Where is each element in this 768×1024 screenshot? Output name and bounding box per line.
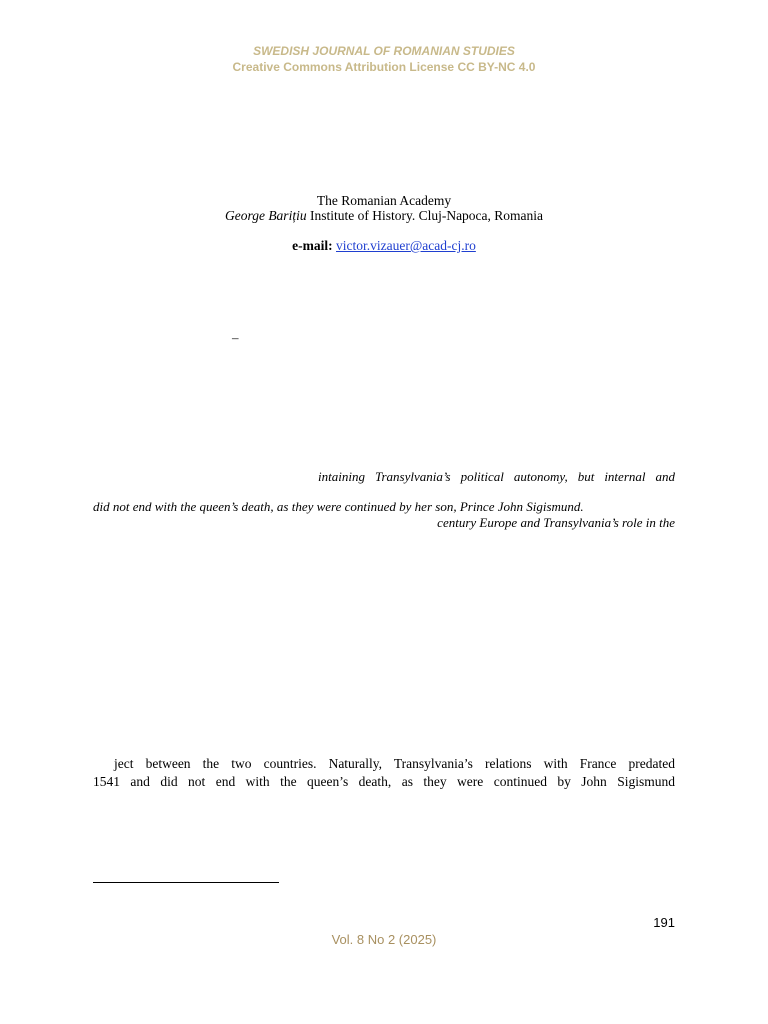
page-number: 191 xyxy=(653,915,675,930)
dash-mark: – xyxy=(232,330,239,345)
institute-location: Institute of History. Cluj-Napoca, Romania xyxy=(306,208,544,223)
email-label: e-mail: xyxy=(292,238,333,253)
body-text-line: ject between the two countries. Naturally, Transylvania’s relations with France predated xyxy=(114,756,675,771)
license-line: Creative Commons Attribution License CC BY-NC 4.0 xyxy=(232,60,536,74)
footnote-separator xyxy=(93,882,279,883)
abstract-fragment: intaining Transylvania’s political autonomy, but internal and xyxy=(318,469,675,484)
affiliation-line-2 xyxy=(0,208,768,224)
volume-footer: Vol. 8 No 2 (2025) xyxy=(331,932,437,947)
journal-title: SWEDISH JOURNAL OF ROMANIAN STUDIES xyxy=(253,44,515,58)
email-link[interactable]: victor.vizauer@acad-cj.ro xyxy=(336,238,476,253)
email-line xyxy=(0,238,768,254)
body-text-line: 1541 and did not end with the queen’s death, as they were continued by John Sigismund xyxy=(93,774,675,789)
institute-name: George Barițiu xyxy=(224,208,307,223)
abstract-fragment: century Europe and Transylvania’s role in the xyxy=(437,515,675,530)
affiliation-line-1: The Romanian Academy xyxy=(316,193,452,208)
abstract-fragment: did not end with the queen’s death, as they were continued by her son, Prince John Sigismund. xyxy=(93,499,584,514)
